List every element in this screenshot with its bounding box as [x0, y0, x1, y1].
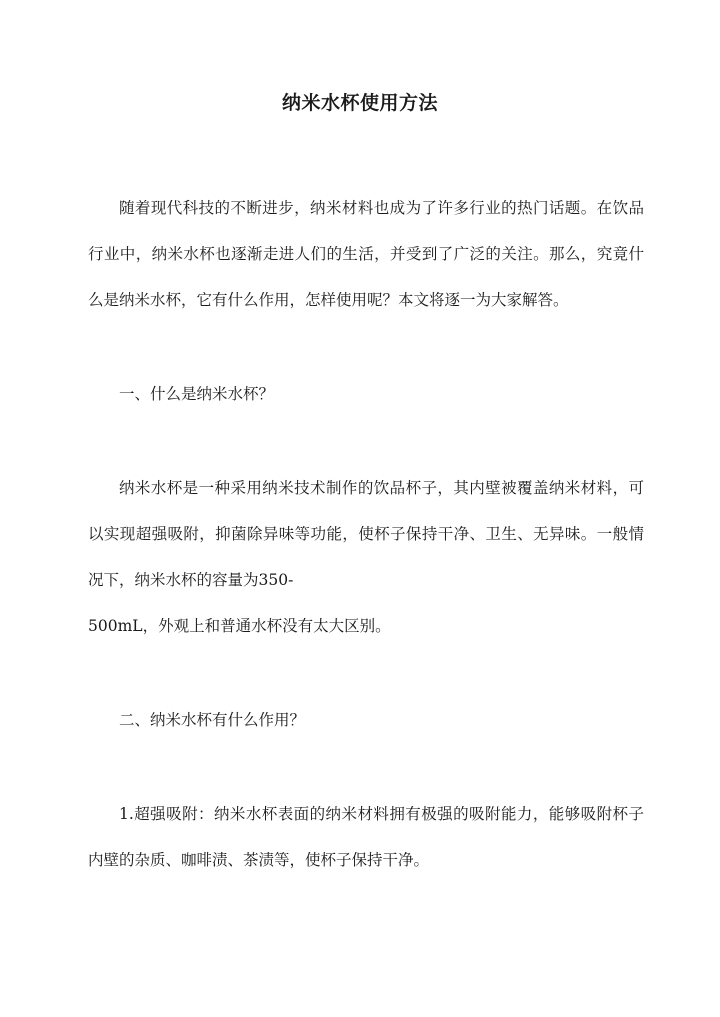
section1-heading: 一、什么是纳米水杯？ [119, 385, 275, 403]
document-title: 纳米水杯使用方法 [281, 92, 438, 114]
section1-paragraph-line1: 纳米水杯是一种采用纳米技术制作的饮品杯子，其内壁被覆盖纳米材料，可以实现超强吸附，抑菌除异味等功能，使杯子保持干净、卫生、无异味。一般情况下，纳米水杯的容量为350- [88, 479, 644, 589]
spacer [88, 743, 644, 791]
spacer [88, 417, 644, 465]
section1-paragraph-continued [88, 603, 644, 649]
section2-heading: 二、纳米水杯有什么作用？ [119, 711, 306, 729]
section2-item1: 1.超强吸附：纳米水杯表面的纳米材料拥有极强的吸附能力，能够吸附杯子内壁的杂质、咖啡渍、茶渍等，使杯子保持干净。 [88, 805, 644, 869]
spacer [88, 323, 644, 371]
document-body [88, 185, 644, 883]
section1-paragraph-line2: 500mL，外观上和普通水杯没有太大区别。 [88, 617, 391, 635]
spacer [88, 649, 644, 697]
section1-paragraph [88, 465, 644, 603]
intro-paragraph: 随着现代科技的不断进步，纳米材料也成为了许多行业的热门话题。在饮品行业中，纳米水杯也逐渐走进人们的生活，并受到了广泛的关注。那么，究竟什么是纳米水杯，它有什么作用，怎样使用呢？本文将逐一为大家解答。 [88, 199, 644, 309]
